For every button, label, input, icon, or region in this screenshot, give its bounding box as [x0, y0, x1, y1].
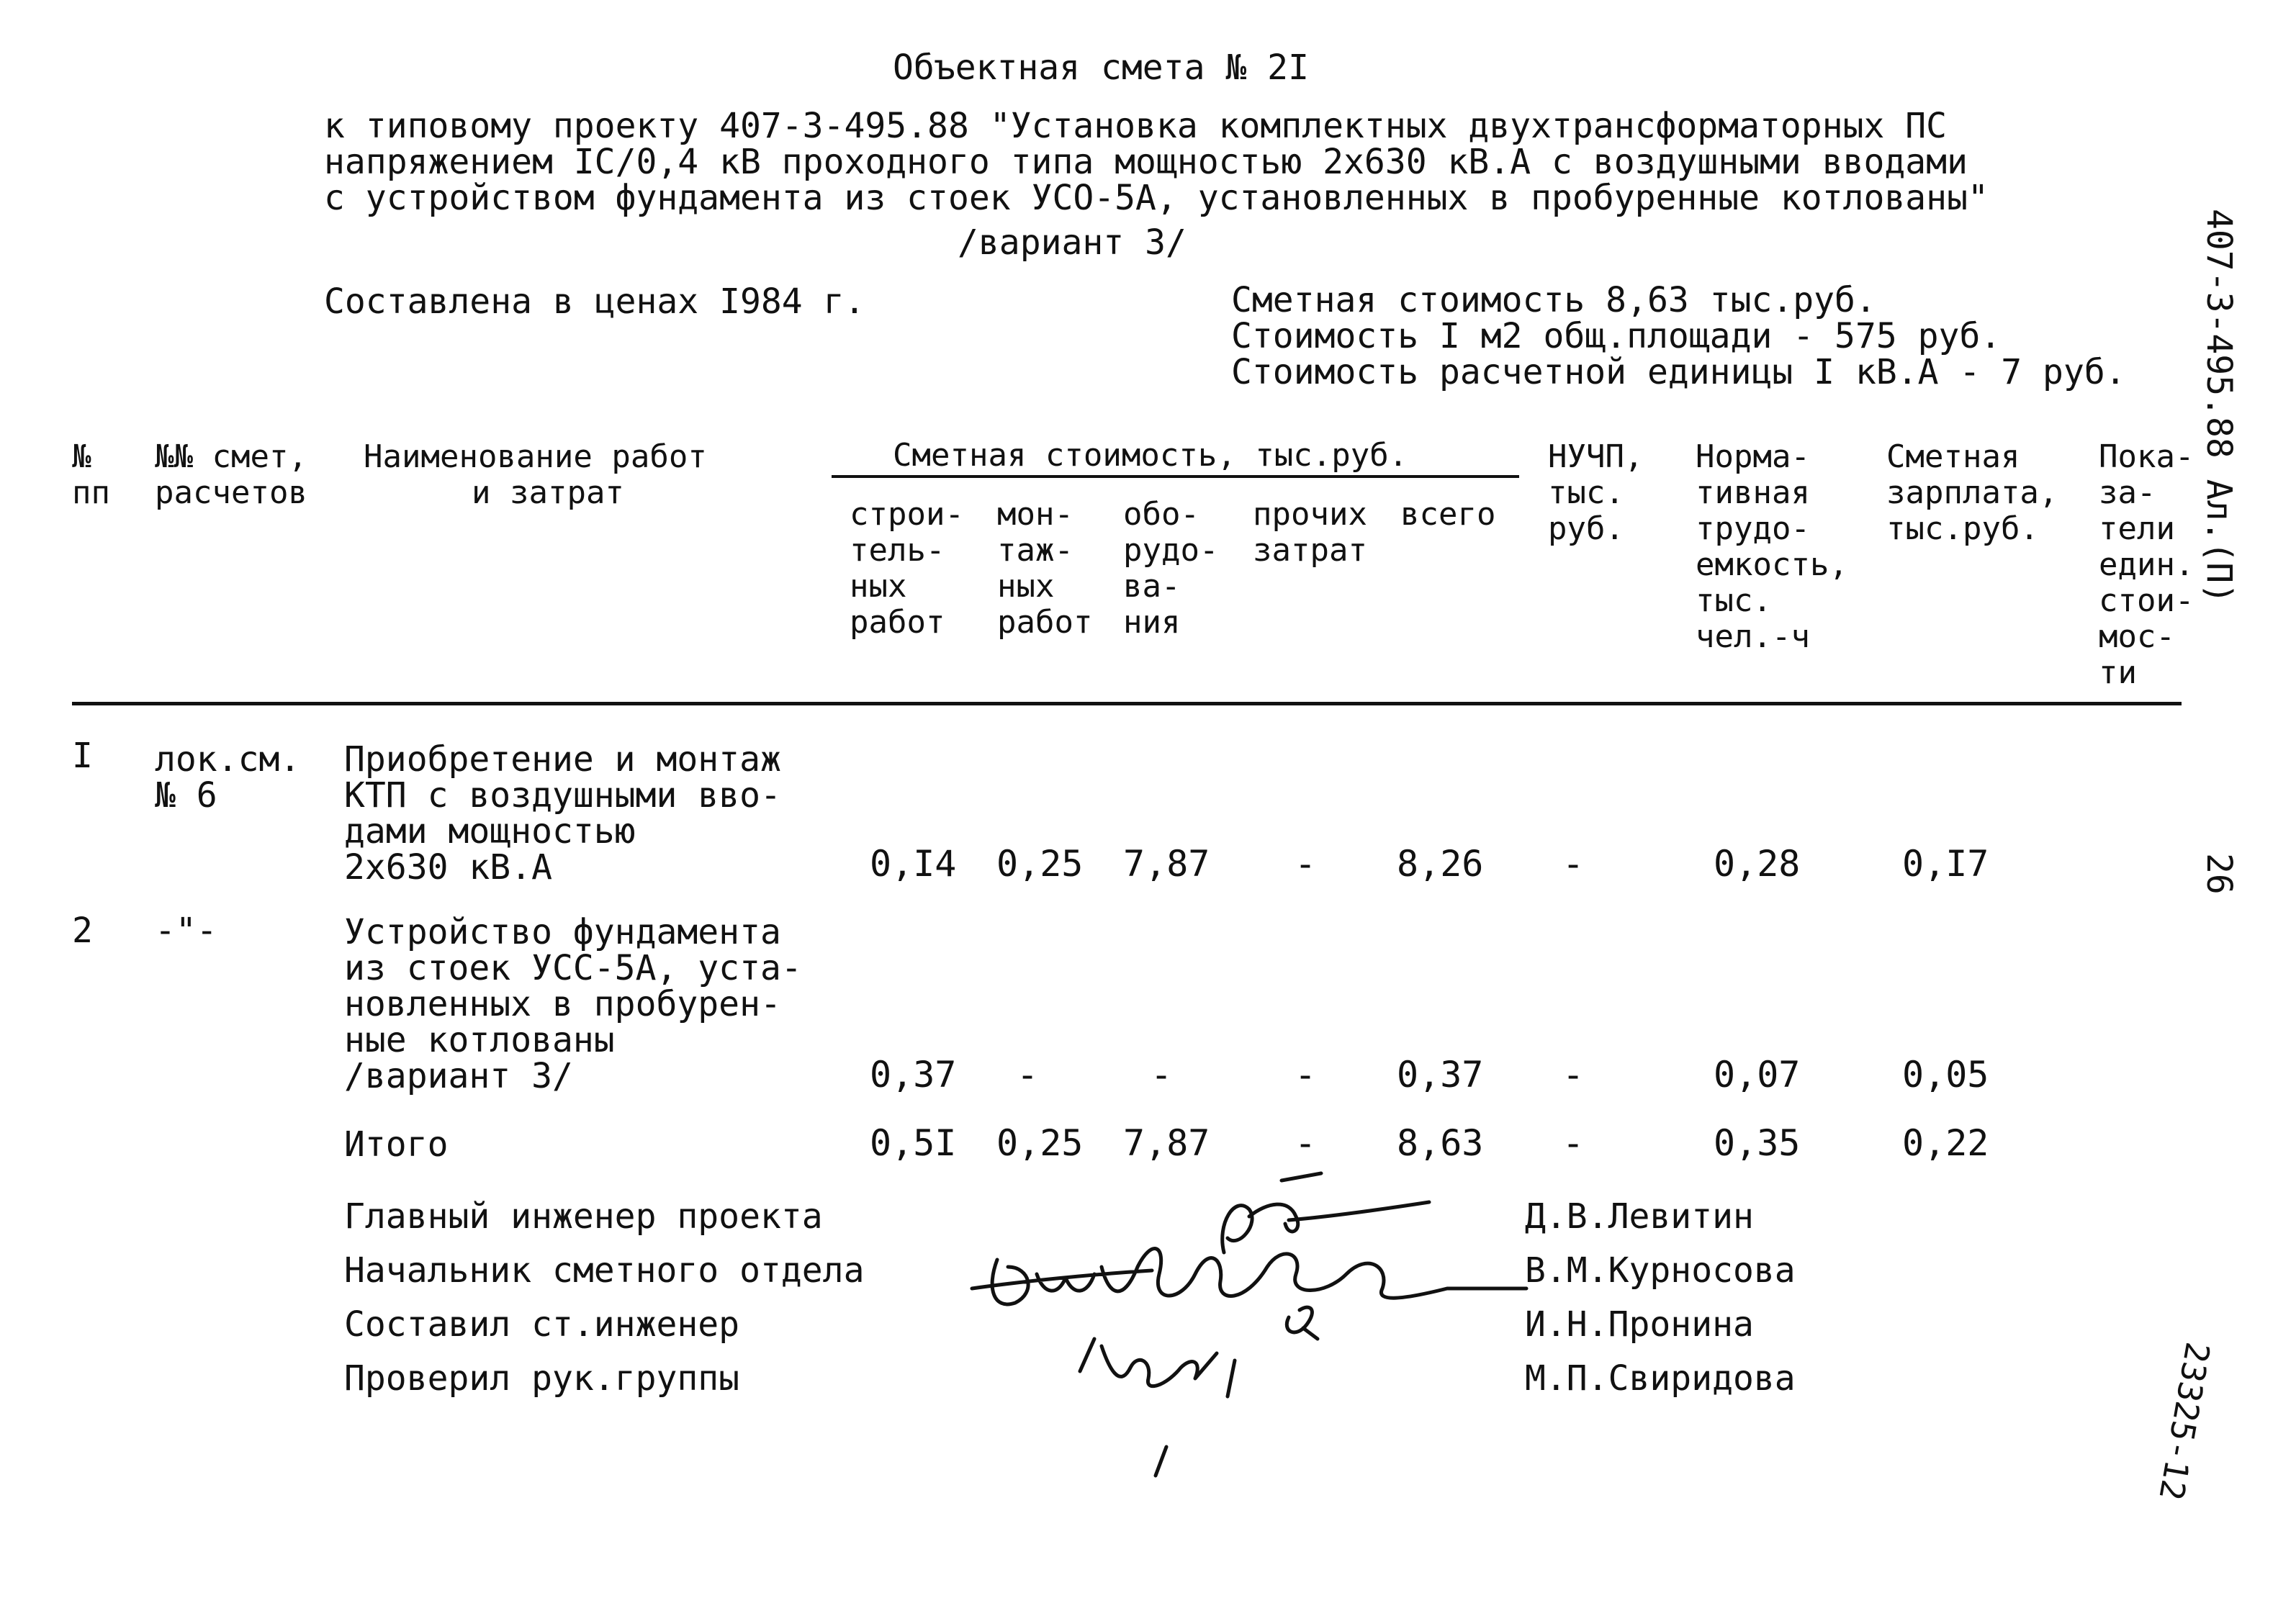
signature-role-3: Составил ст.инженер	[344, 1304, 740, 1345]
signature-mark-4	[1080, 1339, 1235, 1476]
col-header-build-3: ных	[850, 568, 907, 605]
row1-name-2: КТП с воздушными вво-	[344, 775, 781, 816]
col-header-mount-3: ных	[997, 568, 1055, 605]
col-header-unit-1: Пока-	[2099, 438, 2194, 475]
col-header-num-2: пп	[72, 474, 110, 511]
col-header-ref-1: №№ смет,	[155, 438, 307, 475]
estimated-cost: Сметная стоимость 8,63 тыс.руб.	[1231, 280, 1876, 320]
row2-wage: 0,05	[1902, 1054, 1989, 1096]
signature-role-2: Начальник сметного отдела	[344, 1250, 865, 1291]
col-header-equip-1: обо-	[1123, 496, 1199, 533]
row2-name-1: Устройство фундамента	[344, 912, 781, 952]
row2-equip: -	[1151, 1054, 1173, 1096]
row1-total: 8,26	[1397, 843, 1484, 885]
total-build: 0,5I	[870, 1122, 957, 1164]
col-header-unit-4: един.	[2099, 546, 2194, 583]
signature-mark-3	[1287, 1307, 1318, 1339]
col-header-other-2: затрат	[1253, 532, 1367, 569]
col-header-mount-2: таж-	[997, 532, 1073, 569]
col-header-nuch-3: руб.	[1548, 510, 1624, 547]
row2-ref: -"-	[155, 911, 217, 951]
row2-build: 0,37	[870, 1054, 957, 1096]
total-row-label: Итого	[344, 1124, 449, 1165]
col-header-nuch-1: НУЧП,	[1548, 438, 1644, 475]
row2-num: 2	[72, 911, 93, 951]
signature-name-2: В.М.Курносова	[1525, 1250, 1796, 1291]
row2-name-5: /вариант 3/	[344, 1056, 573, 1096]
col-header-equip-4: ния	[1123, 604, 1181, 641]
row1-name-3: дами мощностью	[344, 811, 636, 852]
col-header-ref-2: расчетов	[155, 474, 307, 511]
cost-per-unit: Стоимость расчетной единицы I кВ.А - 7 руб.	[1231, 352, 2126, 392]
col-header-unit-5: стои-	[2099, 582, 2194, 619]
total-mount: 0,25	[996, 1122, 1084, 1164]
row2-labor: 0,07	[1714, 1054, 1801, 1096]
row2-total: 0,37	[1397, 1054, 1484, 1096]
col-header-labor-4: емкость,	[1696, 546, 1848, 583]
col-header-name-2: и затрат	[472, 474, 624, 511]
row2-nuch: -	[1562, 1054, 1585, 1096]
col-header-labor-5: тыс.	[1696, 582, 1772, 619]
col-header-unit-7: ти	[2099, 654, 2137, 691]
total-wage: 0,22	[1902, 1122, 1989, 1164]
col-header-wage-2: зарплата,	[1886, 474, 2058, 511]
total-equip: 7,87	[1123, 1122, 1210, 1164]
col-header-wage-3: тыс.руб.	[1886, 510, 2039, 547]
col-header-equip-3: ва-	[1123, 568, 1181, 605]
row1-nuch: -	[1562, 843, 1585, 885]
total-total: 8,63	[1397, 1122, 1484, 1164]
signature-name-4: М.П.Свиридова	[1525, 1358, 1796, 1399]
row1-equip: 7,87	[1123, 843, 1210, 885]
col-header-labor-6: чел.-ч	[1696, 618, 1810, 655]
total-nuch: -	[1562, 1122, 1585, 1164]
col-header-nuch-2: тыс.	[1548, 474, 1624, 511]
total-labor: 0,35	[1714, 1122, 1801, 1164]
col-header-unit-3: тели	[2099, 510, 2175, 547]
row1-labor: 0,28	[1714, 843, 1801, 885]
row1-build: 0,I4	[870, 843, 957, 885]
row2-name-4: ные котлованы	[344, 1020, 615, 1060]
col-header-name-1: Наименование работ	[364, 438, 707, 475]
side-document-code: 407-3-495.88 Ал.(П)	[2199, 209, 2239, 605]
col-header-mount-1: мон-	[997, 496, 1073, 533]
row2-mount: -	[1017, 1054, 1039, 1096]
subject-line-1: к типовому проекту 407-3-495.88 "Установка комплектных двухтрансформаторных ПС	[324, 106, 1948, 146]
document-title: Объектная смета № 2I	[893, 48, 1309, 88]
total-other: -	[1295, 1122, 1317, 1164]
side-stamp-number: 23325-12	[2151, 1339, 2218, 1504]
col-header-total: всего	[1400, 496, 1496, 533]
side-page-number: 26	[2199, 853, 2239, 895]
col-header-unit-2: за-	[2099, 474, 2156, 511]
row1-ref-2: № 6	[155, 775, 217, 816]
row2-name-2: из стоек УСС-5А, уста-	[344, 948, 802, 988]
row1-other: -	[1295, 843, 1317, 885]
signature-mark-1	[1223, 1173, 1429, 1252]
signature-mark-2	[972, 1249, 1526, 1304]
row2-name-3: новленных в пробурен-	[344, 984, 781, 1024]
col-header-build-1: строи-	[850, 496, 964, 533]
col-header-wage-1: Сметная	[1886, 438, 2020, 475]
col-header-other-1: прочих	[1253, 496, 1367, 533]
col-header-labor-2: тивная	[1696, 474, 1810, 511]
row2-other: -	[1295, 1054, 1317, 1096]
col-header-build-2: тель-	[850, 532, 945, 569]
col-header-labor-3: трудо-	[1696, 510, 1810, 547]
col-header-unit-6: мос-	[2099, 618, 2175, 655]
cost-per-m2: Стоимость I м2 общ.площади - 575 руб.	[1231, 316, 2002, 356]
col-header-equip-2: рудо-	[1123, 532, 1219, 569]
subject-line-3: с устройством фундамента из стоек УСО-5А, установленных в пробуренные котлованы"	[324, 178, 1989, 218]
col-header-build-4: работ	[850, 604, 945, 641]
variant-label: /вариант 3/	[958, 222, 1187, 263]
signature-name-3: И.Н.Пронина	[1525, 1304, 1754, 1345]
group-header-cost: Сметная стоимость, тыс.руб.	[893, 437, 1408, 474]
signature-role-4: Проверил рук.группы	[344, 1358, 740, 1399]
row1-wage: 0,I7	[1902, 843, 1989, 885]
row1-ref-1: лок.см.	[155, 739, 301, 780]
col-header-mount-4: работ	[997, 604, 1093, 641]
signature-role-1: Главный инженер проекта	[344, 1196, 823, 1237]
subject-line-2: напряжением IC/0,4 кВ проходного типа мощностью 2х630 кВ.А с воздушными вводами	[324, 142, 1968, 182]
col-header-num-1: №	[72, 438, 91, 475]
row1-num: I	[72, 736, 93, 776]
signature-name-1: Д.В.Левитин	[1525, 1196, 1754, 1237]
row1-mount: 0,25	[996, 843, 1084, 885]
prices-year: Составлена в ценах I984 г.	[324, 281, 865, 322]
row1-name-1: Приобретение и монтаж	[344, 739, 781, 780]
row1-name-4: 2х630 кВ.А	[344, 847, 552, 888]
col-header-labor-1: Норма-	[1696, 438, 1810, 475]
